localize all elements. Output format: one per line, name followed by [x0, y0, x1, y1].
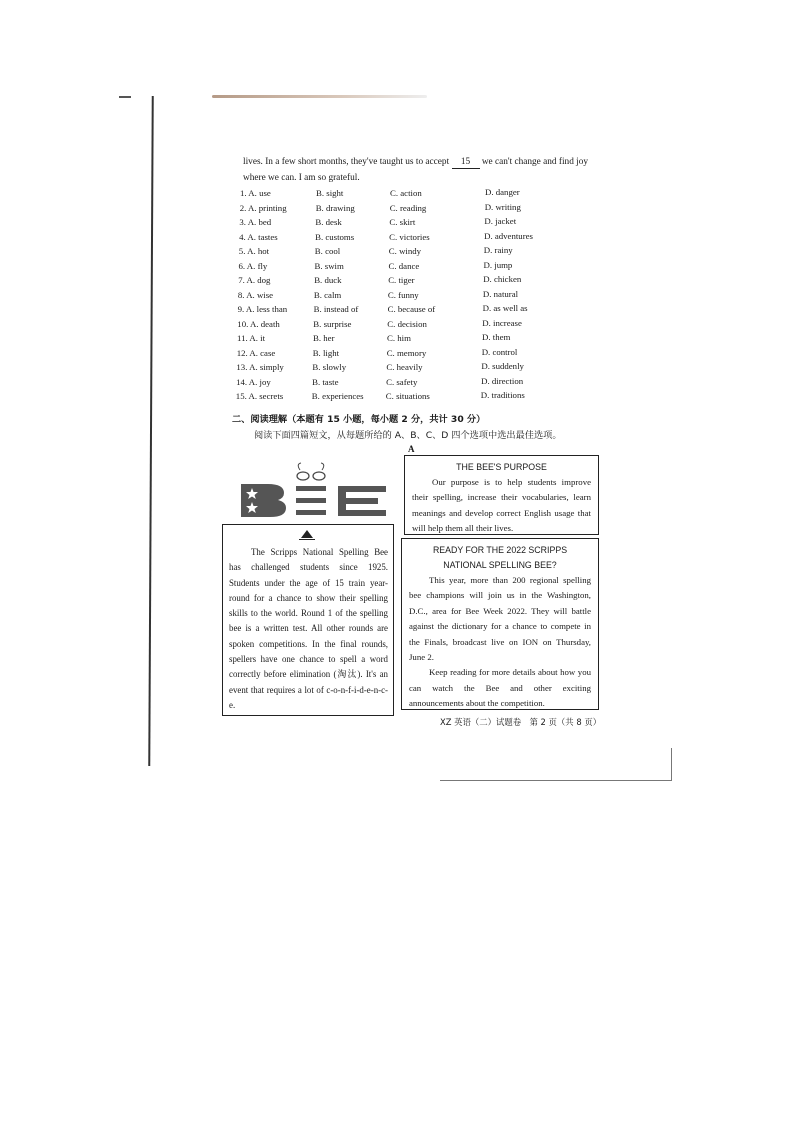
option-b: B. swim — [314, 260, 344, 271]
blank-15: 15 — [452, 156, 480, 169]
option-row — [238, 273, 578, 287]
option-c: C. tiger — [388, 275, 415, 285]
triangle-icon — [301, 530, 313, 538]
option-b: B. customs — [315, 231, 355, 242]
scan-edge-bottom — [440, 780, 672, 781]
ready-paragraph-2: Keep reading for more details about how you can watch the Bee and other exciting announcements about the competition. — [409, 667, 591, 709]
option-c: C. memory — [386, 347, 427, 358]
spelling-bee-info-box — [222, 524, 394, 716]
ready-2022-box — [401, 538, 599, 710]
option-d: D. rainy — [483, 245, 513, 255]
option-a: 7. A. dog — [238, 275, 271, 285]
option-b: B. duck — [314, 275, 342, 285]
option-row — [240, 186, 580, 200]
option-b: B. surprise — [313, 318, 352, 329]
option-b: B. her — [313, 333, 335, 343]
option-a: 9. A. less than — [237, 304, 288, 314]
option-row — [238, 302, 578, 316]
option-c: C. reading — [389, 202, 427, 213]
option-d: D. suddenly — [481, 361, 524, 371]
option-row — [239, 244, 579, 258]
option-d: D. danger — [485, 187, 520, 197]
option-d: D. writing — [484, 201, 521, 212]
option-a: 10. A. death — [237, 318, 280, 329]
option-c: C. dance — [388, 260, 420, 271]
passage-intro-line-2: where we can. I am so grateful. — [243, 173, 360, 183]
bee-logo — [238, 462, 390, 522]
option-row — [238, 288, 578, 302]
option-c: C. decision — [387, 318, 427, 329]
ready-title-line-2: NATIONAL SPELLING BEE? — [443, 560, 557, 570]
option-row — [239, 215, 579, 229]
option-row — [236, 360, 576, 374]
option-c: C. funny — [387, 289, 419, 300]
option-a: 15. A. secrets — [235, 391, 284, 401]
option-row — [237, 331, 577, 345]
option-c: C. because of — [387, 304, 436, 314]
option-a: 3. A. bed — [239, 217, 272, 227]
triangle-underline — [299, 539, 315, 540]
passage-intro-line-1 — [243, 156, 588, 169]
option-d: D. direction — [481, 375, 524, 386]
option-b: B. taste — [312, 376, 339, 387]
option-a: 2. A. printing — [239, 202, 287, 213]
page-footer: XZ 英语（二）试题卷 第 2 页（共 8 页） — [440, 717, 602, 727]
option-b: B. instead of — [313, 304, 359, 314]
option-c: C. action — [390, 188, 422, 198]
option-row — [237, 317, 577, 331]
option-d: D. as well as — [482, 303, 528, 313]
option-c: C. situations — [385, 391, 430, 401]
option-b: B. experiences — [311, 391, 364, 401]
option-a: 1. A. use — [240, 188, 271, 198]
scan-edge-top — [212, 95, 427, 98]
option-row — [240, 201, 580, 215]
intro-text-before: lives. In a few short months, they've taught us to accept — [243, 157, 450, 167]
option-b: B. desk — [315, 217, 342, 227]
section-title: 二、阅读理解（本题有 15 小题，每小题 2 分，共计 30 分） — [232, 414, 486, 425]
option-b: B. calm — [313, 289, 342, 300]
option-a: 13. A. simply — [236, 362, 284, 372]
option-row — [236, 375, 576, 389]
option-c: C. safety — [386, 376, 418, 387]
option-a: 5. A. hot — [238, 246, 270, 256]
bee-purpose-box — [404, 455, 599, 535]
option-c: C. victories — [389, 231, 430, 242]
option-d: D. jacket — [484, 216, 517, 226]
option-c: C. windy — [388, 246, 422, 256]
option-d: D. increase — [482, 317, 522, 328]
option-a: 8. A. wise — [237, 289, 274, 300]
intro-text-after: we can't change and find joy — [481, 157, 589, 167]
option-c: C. him — [387, 333, 411, 343]
option-d: D. control — [481, 346, 518, 357]
option-d: D. jump — [483, 259, 513, 270]
scan-mark — [119, 96, 131, 98]
option-row — [236, 389, 576, 403]
bee-purpose-title: THE BEE'S PURPOSE — [456, 462, 547, 472]
option-a: 4. A. tastes — [239, 231, 278, 242]
option-row — [239, 230, 579, 244]
option-d: D. traditions — [480, 390, 525, 400]
option-b: B. sight — [316, 188, 344, 198]
option-a: 14. A. joy — [236, 376, 271, 387]
option-a: 12. A. case — [236, 347, 276, 358]
section-instruction: 阅读下面四篇短文，从每题所给的 A、B、C、D 四个选项中选出最佳选项。 — [254, 430, 562, 441]
ready-title-line-1: READY FOR THE 2022 SCRIPPS — [432, 545, 568, 555]
option-d: D. chicken — [483, 274, 522, 284]
scan-edge-right — [671, 748, 672, 781]
option-a: 11. A. it — [237, 333, 266, 343]
option-b: B. drawing — [315, 202, 355, 213]
bee-logo-graphic — [238, 462, 390, 522]
option-d: D. adventures — [484, 230, 533, 241]
option-c: C. skirt — [389, 217, 416, 227]
option-row — [239, 259, 579, 273]
option-b: B. slowly — [312, 362, 347, 372]
option-b: B. light — [312, 347, 340, 358]
option-a: 6. A. fly — [238, 260, 268, 271]
option-d: D. natural — [482, 288, 519, 299]
bee-purpose-text: Our purpose is to help students improve their spelling, increase their vocabularies, learn meanings and develop correct English usage that will help them all their lives. — [412, 477, 591, 534]
option-row — [237, 346, 577, 360]
option-d: D. them — [482, 332, 511, 342]
scan-edge-left — [148, 96, 154, 766]
option-b: B. cool — [314, 246, 341, 256]
option-c: C. heavily — [386, 362, 423, 372]
ready-paragraph-1: This year, more than 200 regional spelling bee champions will join us in the Washington, D.C., area for Bee Week 2022. They will battle against the dictionary for a chance to compete in the Finals, broadcast live on ION on Thursday, June 2. — [409, 575, 591, 663]
passage-letter: A — [408, 444, 415, 454]
spelling-bee-info-text: The Scripps National Spelling Bee has challenged students since 1925. Students under the age of 15 train year-round for a chance to show their spelling skills to the world. Round 1 of the spelling bee is a written test. All other rounds are spoken competitions. In the final rounds, spellers have one chance to spell a word correctly before elimination (淘汰). It's an event that requires a lot of c-o-n-f-i-d-e-n-c-e. — [229, 547, 388, 710]
